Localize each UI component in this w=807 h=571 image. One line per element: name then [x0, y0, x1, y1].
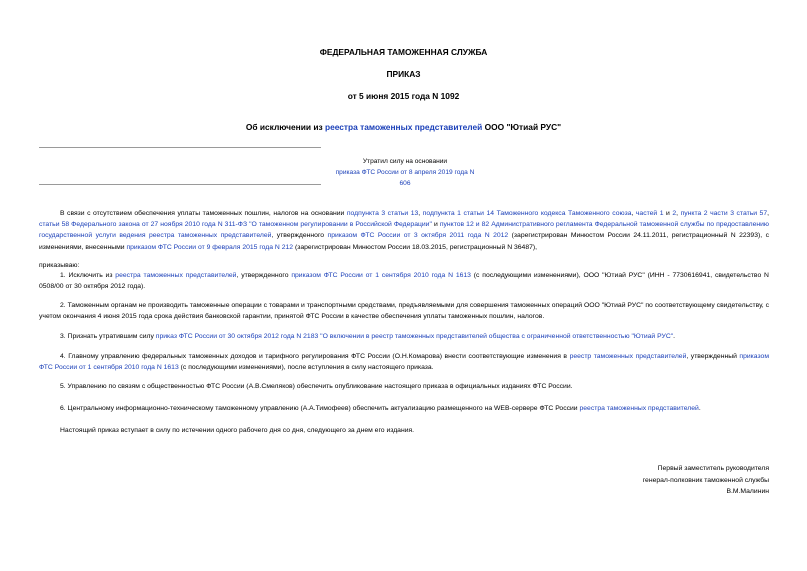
law-link[interactable]: 2 — [672, 210, 677, 217]
item-text: 6. Центральному информационно-техническому таможенному управлению (А.А.Тимофеев) обеспечить актуализацию размещенного на WEB-сервере ФТС России — [60, 405, 580, 412]
preamble-text: и — [431, 221, 440, 229]
item-3 — [39, 331, 769, 342]
preamble-text: (зарегистрирован Минюстом России 18.03.2015, регистрационный N 36487), — [293, 243, 538, 251]
title-registry-link[interactable]: реестра таможенных представителей — [324, 122, 483, 132]
item-5 — [39, 381, 769, 392]
item-2 — [39, 300, 769, 322]
preamble-text: , — [418, 210, 423, 217]
item-text: . — [673, 333, 676, 340]
item-text: , утвержденного — [236, 272, 292, 279]
preamble-paragraph — [39, 208, 769, 253]
final-paragraph: Настоящий приказ вступает в силу по истечении одного рабочего дня со дня, следующего за днем его издания. — [60, 427, 415, 434]
order-link[interactable]: приказом ФТС России от 1 сентября 2010 года N 1613 — [291, 272, 471, 279]
regulation-link[interactable]: пунктов 12 и 82 Административного регламента Федеральной таможенной службы по предоставлению государственной услуги ведения реестра таможенных представителей — [39, 221, 770, 240]
title-text-pre: Об исключении из — [245, 122, 325, 132]
preamble-text: , — [767, 210, 770, 217]
top-divider — [39, 147, 321, 148]
item-text: 2. Таможенным органам не производить таможенные операции с товарами и транспортными средствами, предъявляемыми для совершения таможенных операций ООО "Ютиай РУС" по соответствующему свидетельству, с учетом окончания 4 июня 2015 года срока действия банковской гарантии, принятой ФТС России в качестве обеспечения уплаты таможенных пошлин, налогов. — [39, 302, 769, 321]
bottom-divider — [39, 184, 321, 185]
preamble-text: В связи с отсутствием обеспечения уплаты таможенных пошлин, налогов на основании — [60, 210, 347, 217]
law-link[interactable]: статьи 58 Федерального закона от 27 ноября 2010 года N 311-ФЗ "О таможенном регулировании в Российской Федерации" — [39, 221, 432, 229]
date-number-heading: от 5 июня 2015 года N 1092 — [347, 91, 460, 101]
preamble-text: , утвержденного — [271, 232, 328, 240]
item-text: 1. Исключить из — [60, 272, 116, 279]
status-note-text: Утратил силу на основании — [362, 158, 448, 165]
item-text: , утвержденный — [686, 353, 740, 360]
title-text-post: ООО "Ютиай РУС" — [482, 122, 562, 132]
law-link[interactable]: подпункта 3 статьи 13 — [346, 210, 419, 217]
order-word: приказываю: — [39, 262, 80, 269]
registry-link[interactable]: реестр таможенных представителей — [569, 353, 687, 360]
law-link[interactable]: пункта 2 части 3 статьи 57 — [680, 210, 768, 217]
preamble-text: и — [663, 210, 673, 217]
preamble-text: , — [631, 210, 636, 217]
item-6 — [39, 403, 769, 414]
order-link[interactable]: приказом ФТС России от 1 сентября 2010 года N 1613 — [39, 353, 769, 372]
status-note-link[interactable]: приказа ФТС России от 8 апреля 2019 года N 606 — [335, 169, 475, 187]
document-title — [0, 122, 807, 132]
doc-type-heading: ПРИКАЗ — [386, 69, 421, 79]
registry-link[interactable]: реестра таможенных представителей — [115, 272, 237, 279]
item-4 — [39, 351, 769, 373]
preamble-text: (зарегистрирован Минюстом России 24.11.2011, регистрационный N 22393), с изменениями, внесенными — [39, 232, 769, 251]
signature-position: Первый заместитель руководителя — [657, 465, 769, 472]
order-link[interactable]: приказом ФТС России от 3 октября 2011 года N 2012 — [327, 232, 509, 240]
item-text: (с последующими изменениями), после вступления в силу настоящего приказа. — [178, 364, 434, 372]
law-link[interactable]: подпункта 1 статьи 14 Таможенного кодекса Таможенного союза — [422, 210, 632, 217]
item-text: 4. Главному управлению федеральных таможенных доходов и тарифного регулирования ФТС России (О.Н.Комарова) внести соответствующие изменения в — [60, 353, 570, 360]
item-text: (с последующими изменениями), ООО "Ютиай РУС" (ИНН - 7730616941, свидетельство N 0508/00 от 30 октября 2012 года). — [39, 272, 769, 291]
registry-link[interactable]: реестра таможенных представителей — [579, 405, 699, 412]
order-link[interactable]: приказ ФТС России от 30 октября 2012 года N 2183 "О включении в реестр таможенных представителей общества с ограниченной ответственностью "Ютиай РУС" — [155, 333, 674, 340]
preamble-text: , — [676, 210, 681, 217]
signature-block — [643, 463, 769, 498]
agency-heading: ФЕДЕРАЛЬНАЯ ТАМОЖЕННАЯ СЛУЖБА — [319, 47, 488, 57]
order-link[interactable]: приказом ФТС России от 9 февраля 2015 года N 212 — [126, 243, 294, 251]
item-text: . — [698, 405, 701, 412]
law-link[interactable]: частей 1 — [635, 210, 664, 217]
signature-rank: генерал-полковник таможенной службы — [642, 476, 769, 484]
item-text: 3. Признать утратившим силу — [60, 333, 156, 340]
item-1 — [39, 270, 769, 292]
item-text: 5. Управлению по связям с общественностью ФТС России (А.В.Смеляков) обеспечить опубликование настоящего приказа в официальных изданиях ФТС России. — [60, 383, 573, 390]
signature-name: В.М.Малинин — [726, 488, 769, 495]
status-note — [330, 156, 480, 189]
